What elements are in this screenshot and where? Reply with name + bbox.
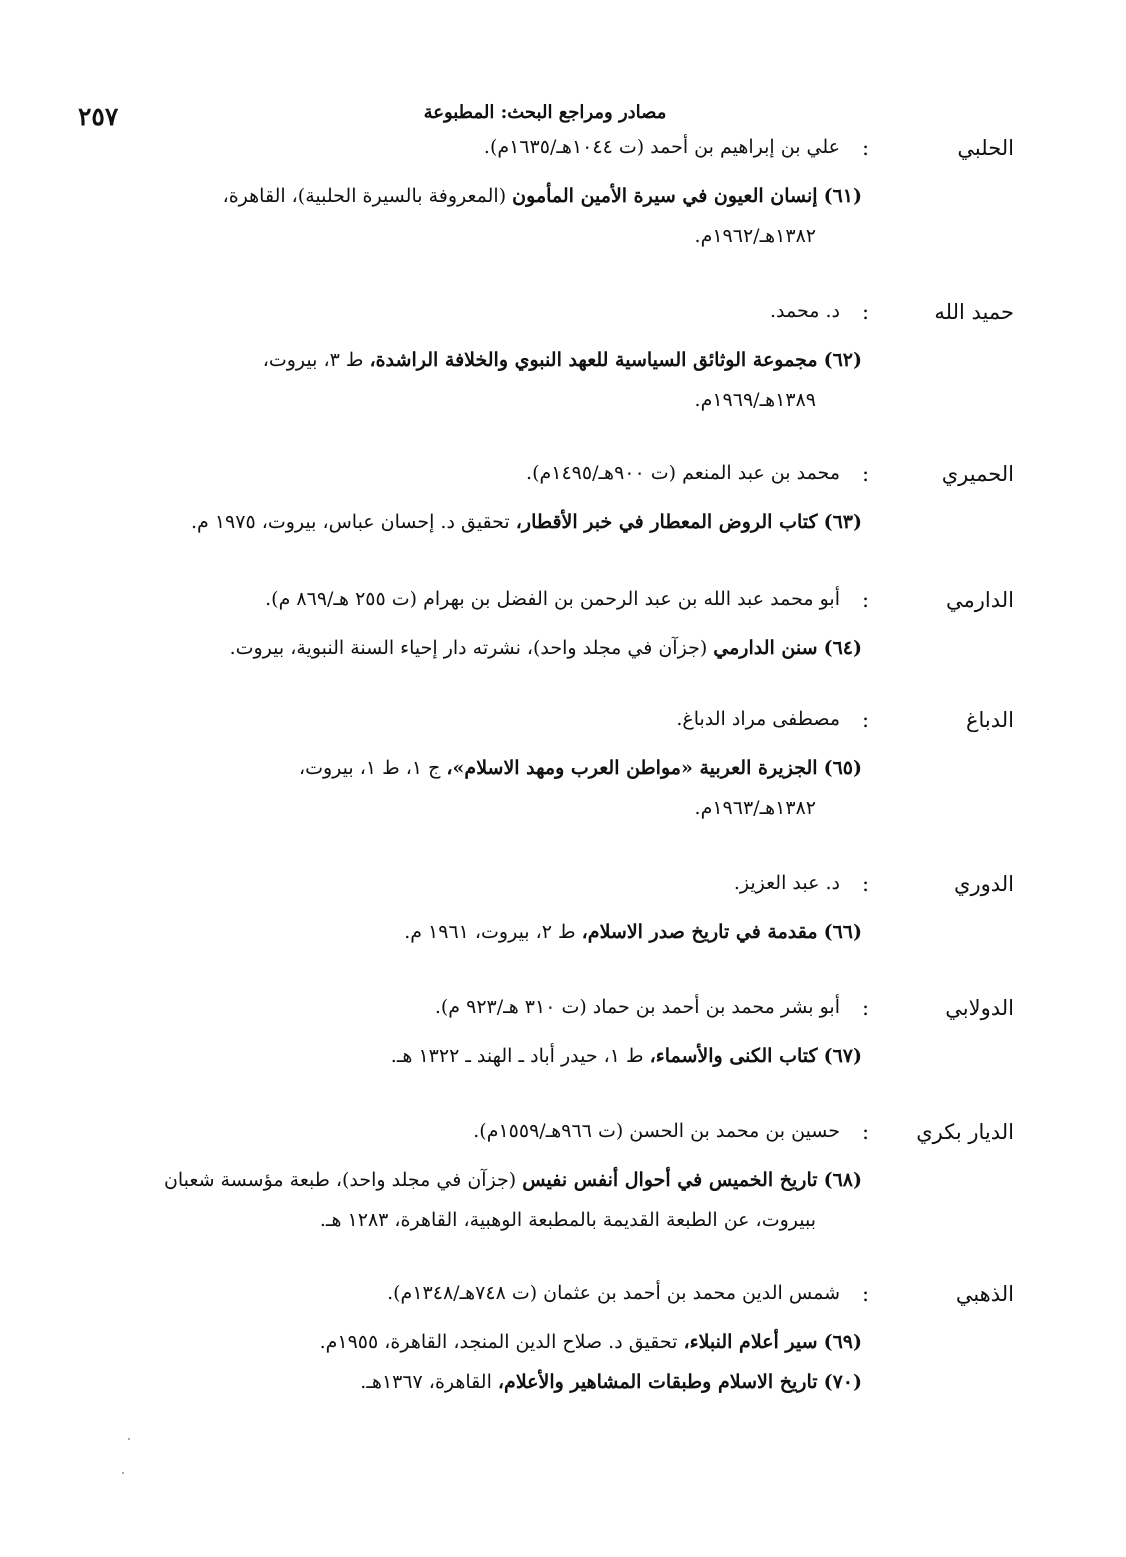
work-citation — [102, 912, 862, 952]
work-citation — [102, 628, 862, 668]
bibliography-entry — [0, 996, 1126, 1136]
author-identification: علي بن إبراهيم بن أحمد (ت ١٠٤٤هـ/١٦٣٥م). — [483, 136, 840, 158]
separator-colon: : — [862, 588, 870, 612]
scan-speck — [128, 1438, 130, 1440]
works-list — [102, 912, 862, 952]
work-number: (٧٠) — [823, 1371, 862, 1393]
work-publication-details: تحقيق د. إحسان عباس، بيروت، ١٩٧٥ م. — [191, 511, 510, 533]
work-title: كتاب الروض المعطار في خبر الأقطار، — [515, 511, 818, 533]
author-name: الذهبي — [955, 1282, 1014, 1306]
works-list — [102, 340, 862, 420]
work-publication-details: (جزآن في مجلد واحد)، طبعة مؤسسة شعبان — [163, 1169, 517, 1191]
work-number: (٦٦) — [823, 921, 862, 943]
author-name: الحلبي — [957, 136, 1014, 160]
author-name: حميد الله — [934, 300, 1014, 324]
works-list — [102, 176, 862, 256]
work-publication-details: تحقيق د. صلاح الدين المنجد، القاهرة، ١٩٥٥م. — [319, 1331, 678, 1353]
works-list — [102, 748, 862, 828]
work-citation — [102, 176, 862, 216]
author-name: الديار بكري — [916, 1120, 1014, 1144]
separator-colon: : — [862, 1282, 870, 1306]
work-number: (٦٨) — [823, 1169, 862, 1191]
work-title: مجموعة الوثائق السياسية للعهد النبوي والخلافة الراشدة، — [369, 349, 818, 371]
work-title: كتاب الكنى والأسماء، — [649, 1045, 818, 1067]
works-list — [102, 502, 862, 542]
work-number: (٦٥) — [823, 757, 862, 779]
work-title: الجزيرة العربية «مواطن العرب ومهد الاسلام»، — [446, 757, 818, 779]
bibliography-entry — [0, 1120, 1126, 1260]
work-publication-details: ط ٣، بيروت، — [262, 349, 364, 371]
work-number: (٦٢) — [823, 349, 862, 371]
running-header-title: مصادر ومراجع البحث: المطبوعة — [423, 102, 667, 123]
author-identification: مصطفى مراد الدباغ. — [676, 708, 840, 730]
work-citation-continuation: ١٣٨٢هـ/١٩٦٢م. — [694, 225, 816, 247]
bibliography-entry — [0, 1282, 1126, 1422]
work-citation-continuation: ببيروت، عن الطبعة القديمة بالمطبعة الوهبية، القاهرة، ١٢٨٣ هـ. — [319, 1209, 816, 1231]
work-title: سنن الدارمي — [713, 637, 818, 659]
author-identification: أبو بشر محمد بن أحمد بن حماد (ت ٣١٠ هـ/٩٢٣ م). — [434, 996, 840, 1018]
work-number: (٦٣) — [823, 511, 862, 533]
bibliography-entry — [0, 872, 1126, 1012]
author-name: الدولابي — [945, 996, 1014, 1020]
work-publication-details: (جزآن في مجلد واحد)، نشرته دار إحياء السنة النبوية، بيروت. — [229, 637, 708, 659]
work-citation-continuation: ١٣٨٢هـ/١٩٦٣م. — [694, 797, 816, 819]
author-name: الحميري — [941, 462, 1014, 486]
bibliography-entry — [0, 136, 1126, 276]
author-identification: أبو محمد عبد الله بن عبد الرحمن بن الفضل بن بهرام (ت ٢٥٥ هـ/٨٦٩ م). — [265, 588, 840, 610]
scan-speck — [122, 1472, 124, 1474]
bibliography-entry — [0, 708, 1126, 848]
work-title: سير أعلام النبلاء، — [683, 1331, 818, 1353]
author-identification: د. محمد. — [770, 300, 840, 322]
work-citation — [102, 1322, 862, 1362]
work-citation — [102, 502, 862, 542]
author-name: الدوري — [954, 872, 1014, 896]
work-citation — [102, 1036, 862, 1076]
separator-colon: : — [862, 300, 870, 324]
work-title: تاريخ الاسلام وطبقات المشاهير والأعلام، — [497, 1371, 818, 1393]
work-citation — [102, 340, 862, 380]
work-citation — [102, 1362, 862, 1402]
work-publication-details: القاهرة، ١٣٦٧هـ. — [360, 1371, 492, 1393]
separator-colon: : — [862, 462, 870, 486]
author-identification: حسين بن محمد بن الحسن (ت ٩٦٦هـ/١٥٥٩م). — [473, 1120, 840, 1142]
work-number: (٦٤) — [823, 637, 862, 659]
separator-colon: : — [862, 136, 870, 160]
works-list — [102, 628, 862, 668]
work-publication-details: ط ١، حيدر أباد ـ الهند ـ ١٣٢٢ هـ. — [390, 1045, 644, 1067]
author-name: الدباغ — [965, 708, 1014, 732]
work-title: تاريخ الخميس في أحوال أنفس نفيس — [522, 1169, 818, 1191]
separator-colon: : — [862, 708, 870, 732]
works-list — [102, 1036, 862, 1076]
work-title: إنسان العيون في سيرة الأمين المأمون — [512, 185, 818, 207]
separator-colon: : — [862, 872, 870, 896]
works-list — [102, 1160, 862, 1240]
bibliography-entry — [0, 462, 1126, 602]
work-number: (٦١) — [823, 185, 862, 207]
author-identification: محمد بن عبد المنعم (ت ٩٠٠هـ/١٤٩٥م). — [526, 462, 840, 484]
author-name: الدارمي — [946, 588, 1014, 612]
work-number: (٦٧) — [823, 1045, 862, 1067]
separator-colon: : — [862, 1120, 870, 1144]
work-publication-details: ط ٢، بيروت، ١٩٦١ م. — [404, 921, 576, 943]
work-number: (٦٩) — [823, 1331, 862, 1353]
author-identification: شمس الدين محمد بن أحمد بن عثمان (ت ٧٤٨هـ/١٣٤٨م). — [387, 1282, 840, 1304]
work-citation — [102, 748, 862, 788]
page-number: ٢٥٧ — [78, 102, 119, 131]
separator-colon: : — [862, 996, 870, 1020]
work-publication-details: ج ١، ط ١، بيروت، — [298, 757, 441, 779]
works-list — [102, 1322, 862, 1402]
bibliography-entry — [0, 300, 1126, 440]
work-publication-details: (المعروفة بالسيرة الحلبية)، القاهرة، — [222, 185, 507, 207]
work-citation — [102, 1160, 862, 1200]
work-title: مقدمة في تاريخ صدر الاسلام، — [581, 921, 818, 943]
author-identification: د. عبد العزيز. — [733, 872, 840, 894]
bibliography-entry — [0, 588, 1126, 728]
work-citation-continuation: ١٣٨٩هـ/١٩٦٩م. — [694, 389, 816, 411]
